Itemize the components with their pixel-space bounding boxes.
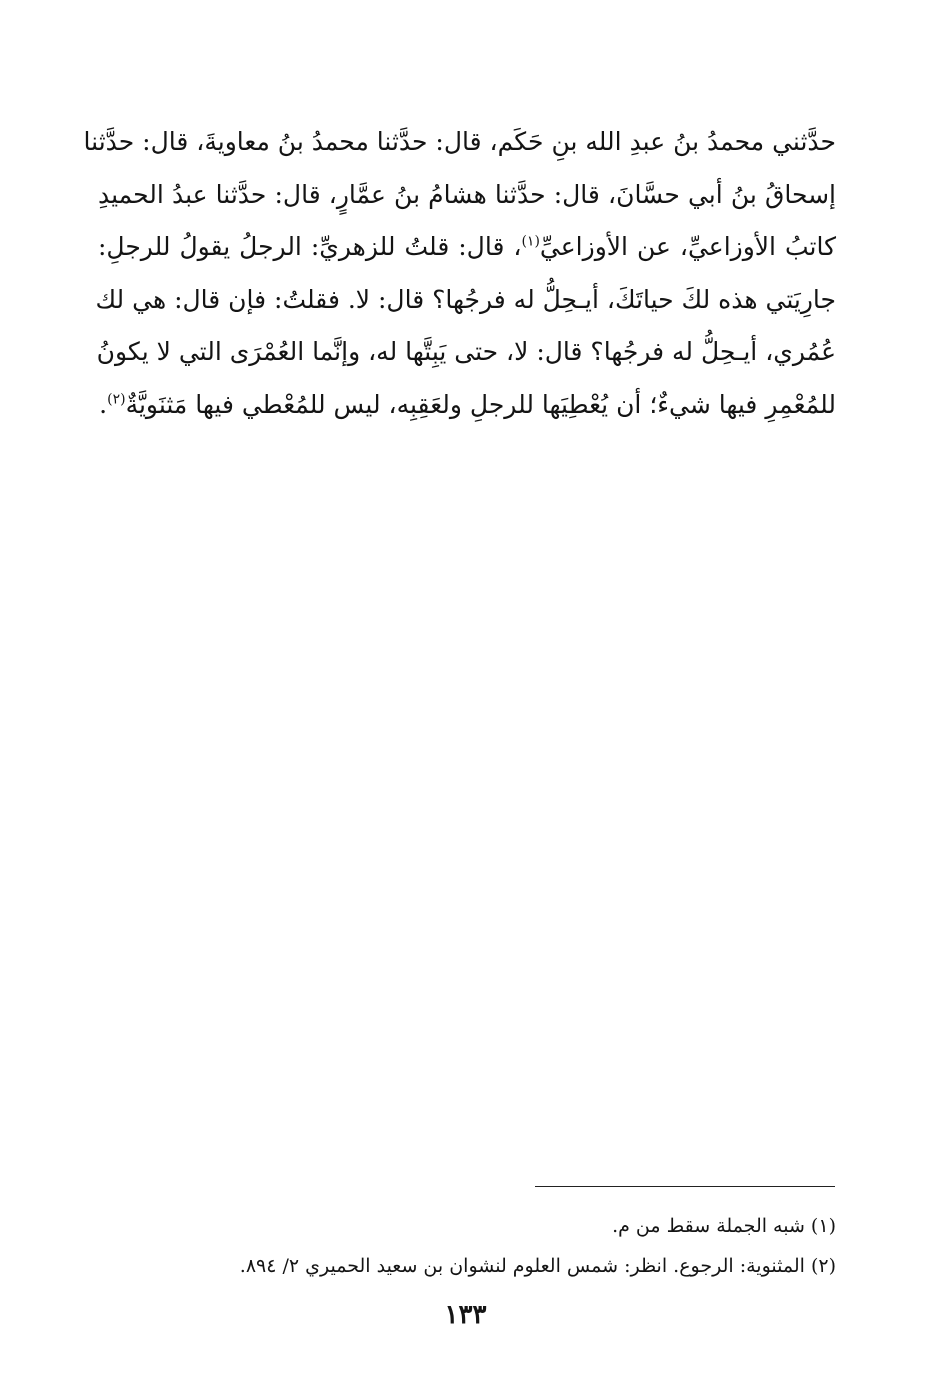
text-line: حدَّثني محمدُ بنُ عبدِ الله بنِ حَكَم، قال: حدَّثنا محمدُ بنُ معاويةَ، قال: حدَّثنا <box>83 127 836 156</box>
footnote-separator <box>535 1186 835 1187</box>
text-line: إسحاقُ بنُ أبي حسَّانَ، قال: حدَّثنا هشامُ بنُ عمَّارٍ، قال: حدَّثنا عبدُ الحميدِ <box>98 179 836 209</box>
footnote-2: (٢) المثنوية: الرجوع. انظر: شمس العلوم لنشوان بن سعيد الحميري ٢/ ٨٩٤. <box>239 1255 836 1277</box>
text-segment: ، قال: قلتُ للزهريِّ: الرجلُ يقولُ للرجلِ: <box>98 232 522 261</box>
footnote-1: (١) شبه الجملة سقط من م. <box>612 1215 836 1237</box>
text-line <box>98 379 836 432</box>
text-segment: كاتبُ الأوزاعيِّ، عن الأوزاعيِّ <box>539 232 836 261</box>
text-segment: . <box>99 389 108 419</box>
text-line: عُمُري، أيـحِلُّ له فرجُها؟ قال: لا، حتى يَبِتَّها له، وإنَّما العُمْرَى التي لا يكونُ <box>96 337 836 366</box>
main-text <box>83 116 836 431</box>
footnote-ref-2[interactable]: (٢) <box>107 391 126 408</box>
footnotes <box>98 1206 836 1286</box>
text-segment: للمُعْمِرِ فيها شيءٌ؛ أن يُعْطِيَها للرجلِ ولعَقِبِه، ليس للمُعْطي فيها مَثنَويَّةٌ <box>125 389 836 419</box>
text-line <box>98 221 836 274</box>
page-number: ١٣٣ <box>444 1300 487 1330</box>
footnote-ref-1[interactable]: (١) <box>521 233 540 250</box>
text-line: جارِيَتي هذه لكَ حياتَكَ، أيـحِلُّ له فرجُها؟ قال: لا. فقلتُ: فإن قال: هي لك <box>95 284 836 314</box>
